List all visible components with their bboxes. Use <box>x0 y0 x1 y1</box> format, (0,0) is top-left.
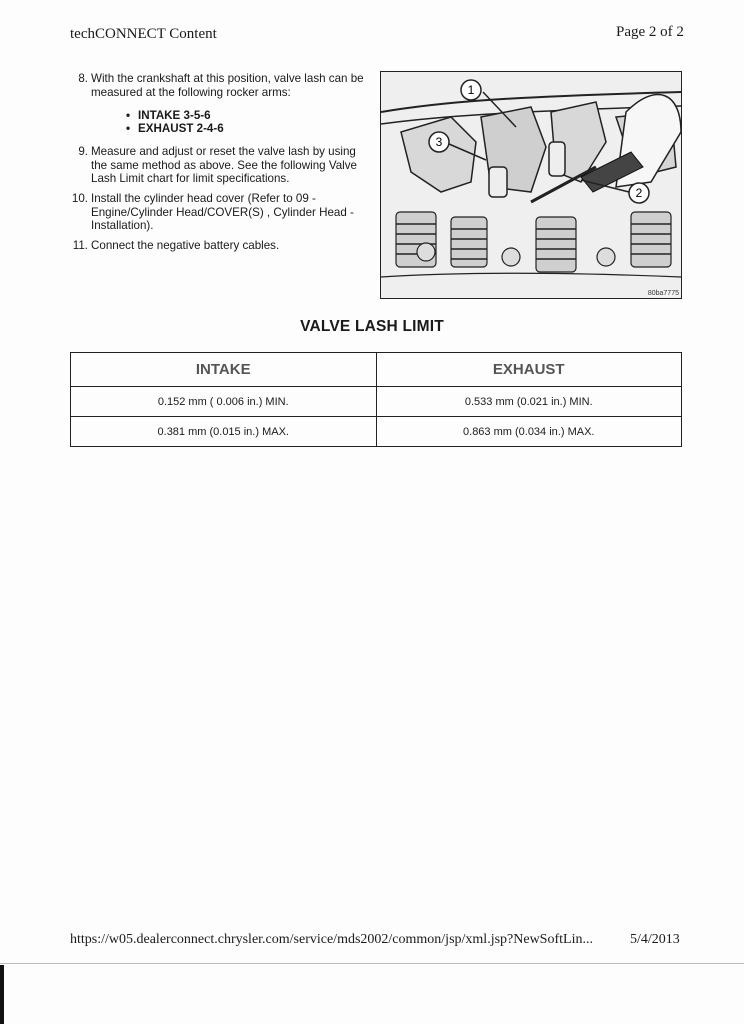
step-text: Connect the negative battery cables. <box>91 238 280 252</box>
table-cell: 0.152 mm ( 0.006 in.) MIN. <box>71 387 377 417</box>
step-number: 10. <box>71 191 88 205</box>
table-row <box>71 417 682 447</box>
step-8 <box>70 72 370 135</box>
figure-id: 80ba7775 <box>647 290 679 297</box>
table-header-row <box>71 353 682 387</box>
page-number: Page 2 of 2 <box>616 24 684 40</box>
step-text: Install the cylinder head cover (Refer to 09 - Engine/Cylinder Head/COVER(S) , Cylinder Head - Installation). <box>91 191 354 233</box>
list-item <box>126 109 370 122</box>
bullet: • <box>126 109 131 123</box>
step-10 <box>70 192 370 233</box>
step-text: With the crankshaft at this position, valve lash can be measured at the following rocker arms: <box>91 72 364 99</box>
rocker-arm-exhaust: EXHAUST 2-4-6 <box>138 122 224 136</box>
valve-lash-illustration <box>380 71 682 299</box>
scan-edge <box>0 965 4 1024</box>
column-header-intake: INTAKE <box>71 353 377 387</box>
callout-1: 1 <box>467 83 475 97</box>
list-item <box>126 122 370 135</box>
footer-url: https://w05.dealerconnect.chrysler.com/service/mds2002/common/jsp/xml.jsp?NewSoftLin... <box>70 932 593 947</box>
table-row <box>71 387 682 417</box>
procedure-steps <box>70 72 370 258</box>
rocker-arm-list <box>91 109 370 135</box>
scan-divider <box>0 963 744 964</box>
step-number: 11. <box>72 238 88 252</box>
step-text: Measure and adjust or reset the valve lash by using the same method as above. See the following Valve Lash Limit chart for limit specifications. <box>91 145 357 186</box>
table-cell: 0.381 mm (0.015 in.) MAX. <box>71 417 377 447</box>
footer-date: 5/4/2013 <box>630 932 680 947</box>
rocker-arm-intake: INTAKE 3-5-6 <box>138 109 211 123</box>
callout-2: 2 <box>635 186 643 200</box>
step-number: 9. <box>78 145 88 159</box>
table-cell: 0.533 mm (0.021 in.) MIN. <box>376 387 682 417</box>
column-header-exhaust: EXHAUST <box>376 353 682 387</box>
step-number: 8. <box>78 72 88 85</box>
table-cell: 0.863 mm (0.034 in.) MAX. <box>376 417 682 447</box>
engine-drawing <box>381 72 681 298</box>
table-title: VALVE LASH LIMIT <box>300 318 444 335</box>
header-title: techCONNECT Content <box>70 26 217 42</box>
bullet: • <box>126 122 131 136</box>
step-9 <box>70 145 370 186</box>
callout-3: 3 <box>435 135 443 149</box>
valve-lash-table <box>70 352 682 447</box>
step-11 <box>70 239 370 253</box>
